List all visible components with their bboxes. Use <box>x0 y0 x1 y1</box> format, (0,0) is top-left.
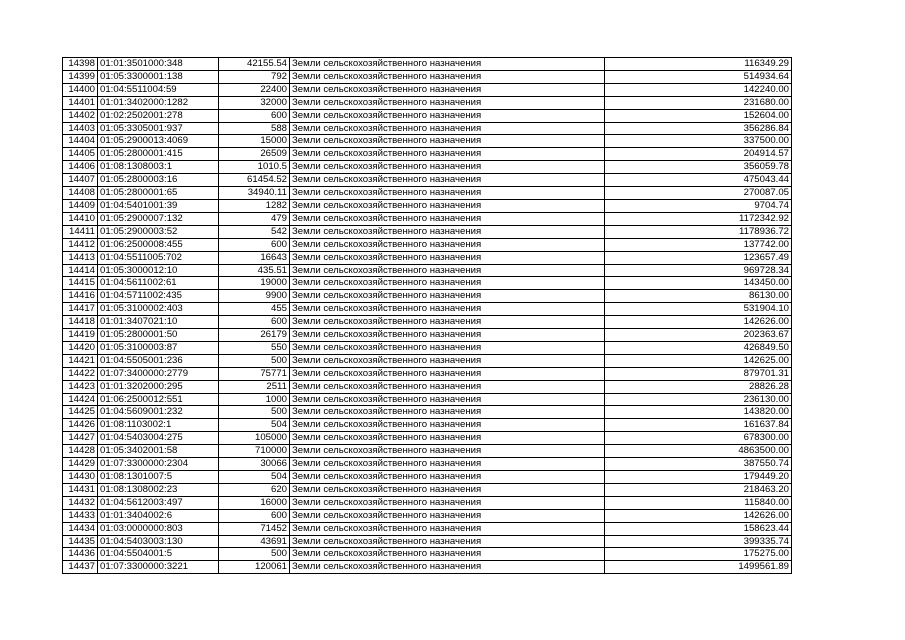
row-number-cell: 14425 <box>63 406 98 419</box>
cadastral-number-cell: 01:04:5504001:5 <box>98 548 219 561</box>
row-number-cell: 14418 <box>63 316 98 329</box>
cadastral-number-cell: 01:01:3404002:6 <box>98 509 219 522</box>
row-number-cell: 14407 <box>63 174 98 187</box>
cadastral-number-cell: 01:05:3402001:58 <box>98 445 219 458</box>
cadastral-value-cell: 1172342.92 <box>605 212 792 225</box>
cadastral-value-cell: 28826.28 <box>605 380 792 393</box>
area-cell: 500 <box>219 548 290 561</box>
cadastral-value-cell: 475043.44 <box>605 174 792 187</box>
area-cell: 105000 <box>219 432 290 445</box>
cadastral-number-cell: 01:01:3501000:348 <box>98 58 219 71</box>
land-category-cell: Земли сельскохозяйственного назначения <box>290 148 605 161</box>
row-number-cell: 14405 <box>63 148 98 161</box>
table-row <box>63 406 792 419</box>
area-cell: 455 <box>219 303 290 316</box>
land-category-cell: Земли сельскохозяйственного назначения <box>290 367 605 380</box>
row-number-cell: 14413 <box>63 251 98 264</box>
cadastral-number-cell: 01:08:1308002:23 <box>98 483 219 496</box>
land-category-cell: Земли сельскохозяйственного назначения <box>290 290 605 303</box>
row-number-cell: 14403 <box>63 122 98 135</box>
row-number-cell: 14420 <box>63 341 98 354</box>
area-cell: 1000 <box>219 393 290 406</box>
row-number-cell: 14424 <box>63 393 98 406</box>
row-number-cell: 14400 <box>63 83 98 96</box>
land-category-cell: Земли сельскохозяйственного назначения <box>290 522 605 535</box>
area-cell: 600 <box>219 238 290 251</box>
area-cell: 9900 <box>219 290 290 303</box>
land-category-cell: Земли сельскохозяйственного назначения <box>290 445 605 458</box>
cadastral-value-cell: 142626.00 <box>605 509 792 522</box>
cadastral-number-cell: 01:05:2800001:415 <box>98 148 219 161</box>
row-number-cell: 14411 <box>63 225 98 238</box>
table-row <box>63 174 792 187</box>
row-number-cell: 14432 <box>63 496 98 509</box>
area-cell: 600 <box>219 316 290 329</box>
cadastral-value-cell: 123657.49 <box>605 251 792 264</box>
table-row <box>63 251 792 264</box>
cadastral-number-cell: 01:07:3400000:2779 <box>98 367 219 380</box>
land-category-cell: Земли сельскохозяйственного назначения <box>290 341 605 354</box>
table-row <box>63 483 792 496</box>
cadastral-number-cell: 01:08:1308003:1 <box>98 161 219 174</box>
land-category-cell: Земли сельскохозяйственного назначения <box>290 238 605 251</box>
table-row <box>63 509 792 522</box>
cadastral-value-cell: 1499561.89 <box>605 561 792 574</box>
area-cell: 620 <box>219 483 290 496</box>
cadastral-number-cell: 01:05:3000012:10 <box>98 264 219 277</box>
land-category-cell: Земли сельскохозяйственного назначения <box>290 458 605 471</box>
row-number-cell: 14436 <box>63 548 98 561</box>
cadastral-number-cell: 01:03:0000000:803 <box>98 522 219 535</box>
area-cell: 42155.54 <box>219 58 290 71</box>
land-category-cell: Земли сельскохозяйственного назначения <box>290 380 605 393</box>
area-cell: 600 <box>219 109 290 122</box>
area-cell: 120061 <box>219 561 290 574</box>
cadastral-number-cell: 01:04:5609001:232 <box>98 406 219 419</box>
cadastral-number-cell: 01:04:5611002:61 <box>98 277 219 290</box>
area-cell: 2511 <box>219 380 290 393</box>
area-cell: 588 <box>219 122 290 135</box>
row-number-cell: 14406 <box>63 161 98 174</box>
cadastral-number-cell: 01:04:5711002:435 <box>98 290 219 303</box>
area-cell: 43691 <box>219 535 290 548</box>
table-row <box>63 548 792 561</box>
area-cell: 504 <box>219 471 290 484</box>
table-row <box>63 187 792 200</box>
table-row <box>63 522 792 535</box>
row-number-cell: 14415 <box>63 277 98 290</box>
area-cell: 500 <box>219 406 290 419</box>
land-category-cell: Земли сельскохозяйственного назначения <box>290 509 605 522</box>
area-cell: 479 <box>219 212 290 225</box>
table-row <box>63 70 792 83</box>
cadastral-number-cell: 01:04:5505001:236 <box>98 354 219 367</box>
cadastral-value-cell: 161637.84 <box>605 419 792 432</box>
area-cell: 16000 <box>219 496 290 509</box>
area-cell: 26179 <box>219 329 290 342</box>
table-row <box>63 354 792 367</box>
table-row <box>63 419 792 432</box>
cadastral-number-cell: 01:04:5403004:275 <box>98 432 219 445</box>
cadastral-number-cell: 01:04:5401001:39 <box>98 199 219 212</box>
area-cell: 600 <box>219 509 290 522</box>
row-number-cell: 14412 <box>63 238 98 251</box>
table-row <box>63 329 792 342</box>
area-cell: 500 <box>219 354 290 367</box>
cadastral-value-cell: 179449.20 <box>605 471 792 484</box>
table-row <box>63 496 792 509</box>
table-row <box>63 290 792 303</box>
area-cell: 71452 <box>219 522 290 535</box>
land-category-cell: Земли сельскохозяйственного назначения <box>290 432 605 445</box>
row-number-cell: 14422 <box>63 367 98 380</box>
table-row <box>63 238 792 251</box>
cadastral-number-cell: 01:05:2800001:65 <box>98 187 219 200</box>
row-number-cell: 14404 <box>63 135 98 148</box>
row-number-cell: 14429 <box>63 458 98 471</box>
row-number-cell: 14416 <box>63 290 98 303</box>
cadastral-value-cell: 236130.00 <box>605 393 792 406</box>
cadastral-value-cell: 143450.00 <box>605 277 792 290</box>
area-cell: 542 <box>219 225 290 238</box>
area-cell: 26509 <box>219 148 290 161</box>
cadastral-value-cell: 426849.50 <box>605 341 792 354</box>
land-category-cell: Земли сельскохозяйственного назначения <box>290 329 605 342</box>
cadastral-value-cell: 137742.00 <box>605 238 792 251</box>
cadastral-number-cell: 01:05:2900007:132 <box>98 212 219 225</box>
table-row <box>63 458 792 471</box>
table-row <box>63 561 792 574</box>
cadastral-number-cell: 01:04:5511005:702 <box>98 251 219 264</box>
cadastral-value-cell: 86130.00 <box>605 290 792 303</box>
cadastral-value-cell: 116349.29 <box>605 58 792 71</box>
table-row <box>63 393 792 406</box>
row-number-cell: 14402 <box>63 109 98 122</box>
cadastral-value-cell: 356286.84 <box>605 122 792 135</box>
row-number-cell: 14423 <box>63 380 98 393</box>
table-row <box>63 341 792 354</box>
table-row <box>63 225 792 238</box>
area-cell: 1010.5 <box>219 161 290 174</box>
table-row <box>63 83 792 96</box>
area-cell: 61454.52 <box>219 174 290 187</box>
table-row <box>63 135 792 148</box>
land-category-cell: Земли сельскохозяйственного назначения <box>290 161 605 174</box>
cadastral-number-cell: 01:06:2500012:551 <box>98 393 219 406</box>
cadastral-value-cell: 115840.00 <box>605 496 792 509</box>
table-row <box>63 316 792 329</box>
land-category-cell: Земли сельскохозяйственного назначения <box>290 264 605 277</box>
cadastral-number-cell: 01:05:3100003:87 <box>98 341 219 354</box>
table-row <box>63 471 792 484</box>
cadastral-number-cell: 01:06:2500008:455 <box>98 238 219 251</box>
land-category-cell: Земли сельскохозяйственного назначения <box>290 212 605 225</box>
area-cell: 792 <box>219 70 290 83</box>
table-row <box>63 96 792 109</box>
cadastral-number-cell: 01:02:2502001:278 <box>98 109 219 122</box>
table-row <box>63 535 792 548</box>
row-number-cell: 14435 <box>63 535 98 548</box>
land-category-cell: Земли сельскохозяйственного назначения <box>290 199 605 212</box>
cadastral-value-cell: 969728.34 <box>605 264 792 277</box>
land-registry-table-body <box>63 58 792 574</box>
land-category-cell: Земли сельскохозяйственного назначения <box>290 548 605 561</box>
cadastral-value-cell: 337500.00 <box>605 135 792 148</box>
cadastral-value-cell: 514934.64 <box>605 70 792 83</box>
land-category-cell: Земли сельскохозяйственного назначения <box>290 393 605 406</box>
land-category-cell: Земли сельскохозяйственного назначения <box>290 496 605 509</box>
land-category-cell: Земли сельскохозяйственного назначения <box>290 535 605 548</box>
area-cell: 19000 <box>219 277 290 290</box>
cadastral-value-cell: 175275.00 <box>605 548 792 561</box>
cadastral-value-cell: 142625.00 <box>605 354 792 367</box>
land-category-cell: Земли сельскохозяйственного назначения <box>290 406 605 419</box>
table-row <box>63 445 792 458</box>
land-category-cell: Земли сельскохозяйственного назначения <box>290 354 605 367</box>
cadastral-value-cell: 9704.74 <box>605 199 792 212</box>
cadastral-value-cell: 158623.44 <box>605 522 792 535</box>
cadastral-value-cell: 231680.00 <box>605 96 792 109</box>
land-category-cell: Земли сельскохозяйственного назначения <box>290 316 605 329</box>
area-cell: 710000 <box>219 445 290 458</box>
cadastral-number-cell: 01:01:3402000:1282 <box>98 96 219 109</box>
land-category-cell: Земли сельскохозяйственного назначения <box>290 225 605 238</box>
table-row <box>63 148 792 161</box>
row-number-cell: 14433 <box>63 509 98 522</box>
row-number-cell: 14426 <box>63 419 98 432</box>
land-category-cell: Земли сельскохозяйственного назначения <box>290 277 605 290</box>
cadastral-value-cell: 142240.00 <box>605 83 792 96</box>
area-cell: 22400 <box>219 83 290 96</box>
row-number-cell: 14401 <box>63 96 98 109</box>
row-number-cell: 14428 <box>63 445 98 458</box>
row-number-cell: 14434 <box>63 522 98 535</box>
land-category-cell: Земли сельскохозяйственного назначения <box>290 483 605 496</box>
table-row <box>63 303 792 316</box>
land-category-cell: Земли сельскохозяйственного назначения <box>290 83 605 96</box>
cadastral-number-cell: 01:01:3407021:10 <box>98 316 219 329</box>
land-category-cell: Земли сельскохозяйственного назначения <box>290 174 605 187</box>
cadastral-value-cell: 4863500.00 <box>605 445 792 458</box>
cadastral-value-cell: 879701.31 <box>605 367 792 380</box>
land-category-cell: Земли сельскохозяйственного назначения <box>290 96 605 109</box>
cadastral-value-cell: 204914.57 <box>605 148 792 161</box>
table-row <box>63 122 792 135</box>
row-number-cell: 14421 <box>63 354 98 367</box>
land-category-cell: Земли сельскохозяйственного назначения <box>290 135 605 148</box>
cadastral-value-cell: 387550.74 <box>605 458 792 471</box>
cadastral-value-cell: 202363.67 <box>605 329 792 342</box>
cadastral-number-cell: 01:08:1301007:5 <box>98 471 219 484</box>
area-cell: 15000 <box>219 135 290 148</box>
row-number-cell: 14410 <box>63 212 98 225</box>
cadastral-number-cell: 01:05:3305001:937 <box>98 122 219 135</box>
cadastral-value-cell: 1178936.72 <box>605 225 792 238</box>
cadastral-value-cell: 270087.05 <box>605 187 792 200</box>
row-number-cell: 14417 <box>63 303 98 316</box>
cadastral-number-cell: 01:05:3300001:138 <box>98 70 219 83</box>
table-row <box>63 58 792 71</box>
cadastral-number-cell: 01:05:3100002:403 <box>98 303 219 316</box>
land-category-cell: Земли сельскохозяйственного назначения <box>290 58 605 71</box>
land-category-cell: Земли сельскохозяйственного назначения <box>290 187 605 200</box>
land-category-cell: Земли сельскохозяйственного назначения <box>290 109 605 122</box>
table-row <box>63 264 792 277</box>
table-row <box>63 380 792 393</box>
area-cell: 75771 <box>219 367 290 380</box>
table-row <box>63 367 792 380</box>
row-number-cell: 14399 <box>63 70 98 83</box>
table-row <box>63 277 792 290</box>
row-number-cell: 14409 <box>63 199 98 212</box>
row-number-cell: 14398 <box>63 58 98 71</box>
cadastral-value-cell: 152604.00 <box>605 109 792 122</box>
cadastral-number-cell: 01:01:3202000:295 <box>98 380 219 393</box>
area-cell: 1282 <box>219 199 290 212</box>
area-cell: 550 <box>219 341 290 354</box>
cadastral-number-cell: 01:07:3300000:2304 <box>98 458 219 471</box>
cadastral-number-cell: 01:04:5612003:497 <box>98 496 219 509</box>
row-number-cell: 14437 <box>63 561 98 574</box>
cadastral-number-cell: 01:05:2800003:16 <box>98 174 219 187</box>
land-category-cell: Земли сельскохозяйственного назначения <box>290 122 605 135</box>
cadastral-number-cell: 01:05:2900013:4069 <box>98 135 219 148</box>
area-cell: 32000 <box>219 96 290 109</box>
row-number-cell: 14427 <box>63 432 98 445</box>
table-row <box>63 109 792 122</box>
row-number-cell: 14414 <box>63 264 98 277</box>
row-number-cell: 14430 <box>63 471 98 484</box>
land-registry-table <box>62 57 792 574</box>
row-number-cell: 14408 <box>63 187 98 200</box>
table-row <box>63 161 792 174</box>
table-row <box>63 212 792 225</box>
land-category-cell: Земли сельскохозяйственного назначения <box>290 303 605 316</box>
land-category-cell: Земли сельскохозяйственного назначения <box>290 471 605 484</box>
cadastral-value-cell: 143820.00 <box>605 406 792 419</box>
cadastral-value-cell: 356059.78 <box>605 161 792 174</box>
land-category-cell: Земли сельскохозяйственного назначения <box>290 70 605 83</box>
area-cell: 34940.11 <box>219 187 290 200</box>
table-row <box>63 199 792 212</box>
cadastral-number-cell: 01:07:3300000:3221 <box>98 561 219 574</box>
area-cell: 30066 <box>219 458 290 471</box>
cadastral-number-cell: 01:04:5403003:130 <box>98 535 219 548</box>
cadastral-number-cell: 01:05:2900003:52 <box>98 225 219 238</box>
area-cell: 504 <box>219 419 290 432</box>
cadastral-value-cell: 218463.20 <box>605 483 792 496</box>
cadastral-number-cell: 01:04:5511004:59 <box>98 83 219 96</box>
land-category-cell: Земли сельскохозяйственного назначения <box>290 561 605 574</box>
cadastral-value-cell: 399335.74 <box>605 535 792 548</box>
land-category-cell: Земли сельскохозяйственного назначения <box>290 251 605 264</box>
row-number-cell: 14431 <box>63 483 98 496</box>
area-cell: 16643 <box>219 251 290 264</box>
row-number-cell: 14419 <box>63 329 98 342</box>
cadastral-value-cell: 142626.00 <box>605 316 792 329</box>
cadastral-value-cell: 678300.00 <box>605 432 792 445</box>
cadastral-number-cell: 01:08:1103002:1 <box>98 419 219 432</box>
land-category-cell: Земли сельскохозяйственного назначения <box>290 419 605 432</box>
cadastral-number-cell: 01:05:2800001:50 <box>98 329 219 342</box>
area-cell: 435.51 <box>219 264 290 277</box>
table-row <box>63 432 792 445</box>
cadastral-value-cell: 531904.10 <box>605 303 792 316</box>
